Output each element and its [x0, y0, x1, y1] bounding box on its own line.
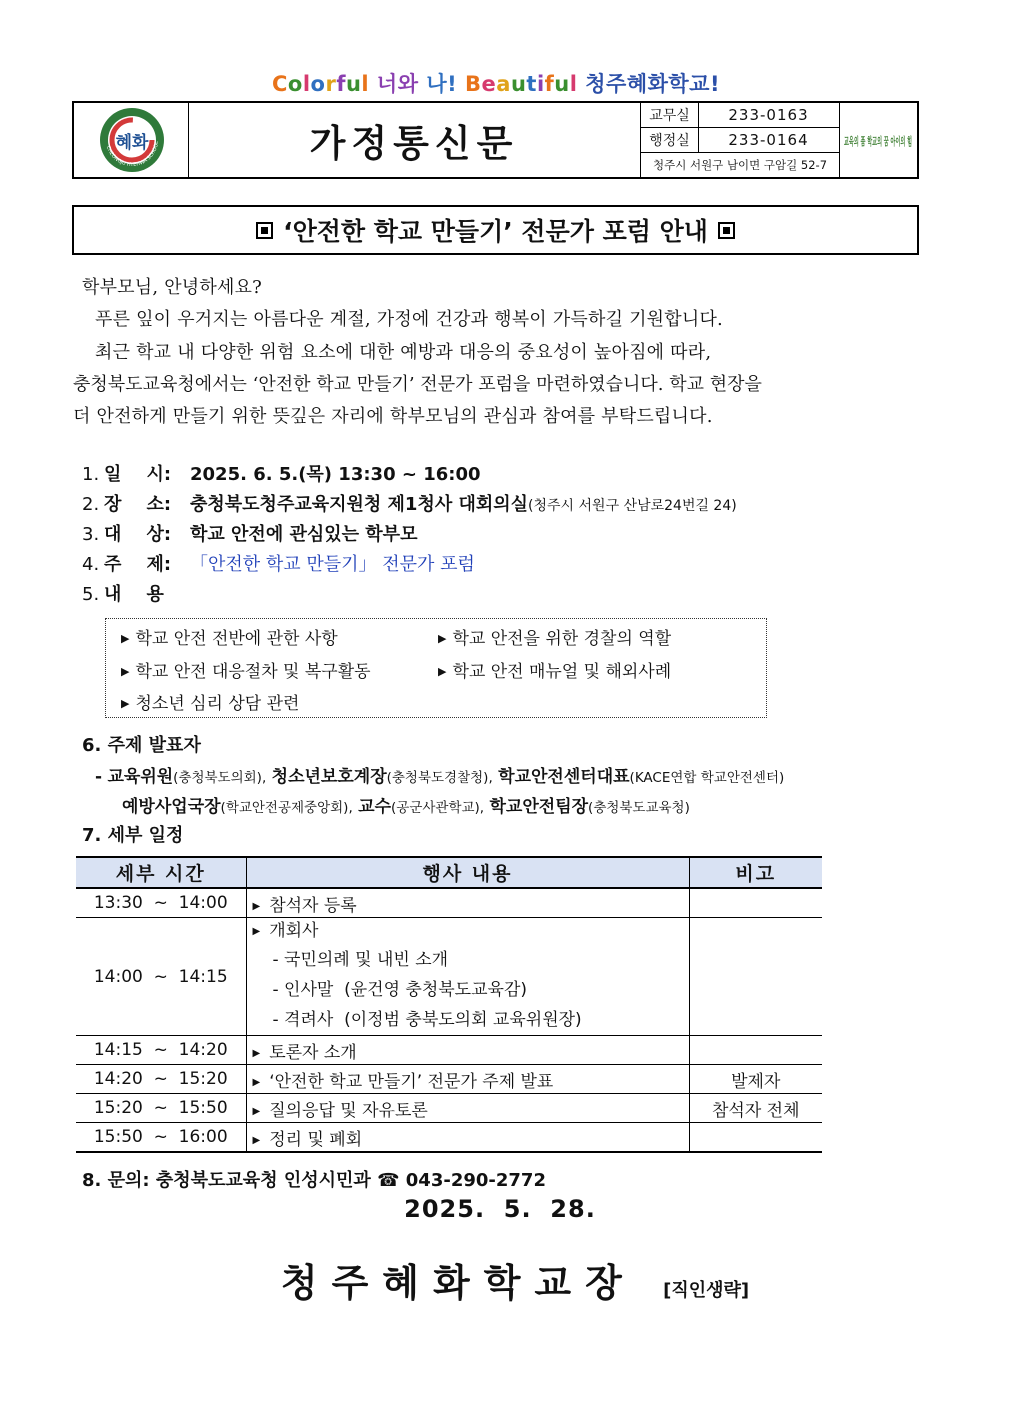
svg-text:혜화: 혜화 — [115, 133, 149, 153]
school-address: 청주시 서원구 남이면 구암길 52-7 — [652, 157, 828, 172]
schedule-table — [76, 856, 822, 1153]
table-row: 15:50 ~ 16:00 ▶ 정리 및 폐회 — [76, 1123, 822, 1153]
school-slogan: Colorful 너와 나! Beautiful 청주혜화학교! — [271, 72, 721, 96]
triangle-bullet-icon: ▶ — [252, 900, 261, 912]
contents-box — [105, 618, 767, 718]
page-title: 가정통신문 — [188, 103, 641, 177]
signature — [0, 1252, 1030, 1307]
office2-row: 행정실 233-0164 — [641, 127, 839, 153]
square-bullet-icon — [718, 222, 735, 239]
intro-line: 최근 학교 내 다양한 위험 요소에 대한 예방과 대응의 중요성이 높아짐에 따라, — [95, 342, 712, 363]
table-row: 15:20 ~ 15:50 ▶ 질의응답 및 자유토론 참석자 전체 — [76, 1094, 822, 1123]
item-date: 1. 일 시: 2025. 6. 5.(목) 13:30 ~ 16:00 — [82, 464, 481, 485]
svg-text:교육의 품 학교의 꿈 아이의 힘: 교육의 품 학교의 꿈 아이의 힘 — [844, 135, 991, 148]
office1-row: 교무실 233-0163 — [641, 103, 839, 128]
table-row: 14:00 ~ 14:15 ▶ 개회사 - 국민의례 및 내빈 소개 - 인사말 (윤건영 충청북도교육감) - 격려사 (이정범 충북도의회 교육위원장) — [76, 918, 822, 1036]
column-header: 세부 시간 — [76, 857, 246, 888]
triangle-bullet-icon: ▶ — [252, 1076, 261, 1088]
square-bullet-icon — [256, 222, 273, 239]
triangle-bullet-icon: ▶ — [438, 632, 447, 645]
list-item: ▶ 학교 안전 대응절차 및 복구활동 — [121, 662, 371, 682]
speakers-line: 예방사업국장(학교안전공제중앙회), 교수(공군사관학교), 학교안전팀장(충청북도교육청) — [122, 797, 690, 817]
item-place: 2. 장 소: 충청북도청주교육지원청 제1청사 대회의실(청주시 서원구 산남로24번길 24) — [82, 494, 737, 515]
signer-name: 청주혜화학교장 — [280, 1261, 636, 1305]
column-header: 행사 내용 — [246, 857, 689, 888]
greeting: 학부모님, 안녕하세요? — [82, 277, 262, 298]
item-target: 3. 대 상: 학교 안전에 관심있는 학부모 — [82, 524, 418, 545]
slogan-calligraphy-icon — [840, 103, 991, 177]
triangle-bullet-icon: ▶ — [252, 1105, 261, 1117]
list-item: ▶ 청소년 심리 상담 관련 — [121, 694, 300, 714]
triangle-bullet-icon: ▶ — [252, 926, 261, 937]
triangle-bullet-icon: ▶ — [121, 665, 130, 678]
triangle-bullet-icon: ▶ — [121, 632, 130, 645]
table-header-row — [76, 857, 822, 888]
school-logo — [74, 103, 189, 177]
triangle-bullet-icon: ▶ — [121, 697, 130, 710]
letter-header — [72, 101, 991, 179]
column-header: 비고 — [689, 857, 822, 888]
triangle-bullet-icon: ▶ — [252, 1047, 261, 1059]
triangle-bullet-icon: ▶ — [438, 665, 447, 678]
list-item: ▶ 학교 안전 매뉴얼 및 해외사례 — [438, 662, 672, 682]
inquiry: 8. 문의: 충청북도교육청 인성시민과 ☎ 043-290-2772 — [82, 1170, 546, 1191]
intro-line: 더 안전하게 만들기 위한 뜻깊은 자리에 학부모님의 관심과 참여를 부탁드립니다. — [73, 406, 713, 427]
speakers-line: - 교육위원(충청북도의회), 청소년보호계장(충청북도경찰청), 학교안전센터대표(KACE연합 학교안전센터) — [95, 767, 785, 787]
list-item: ▶ 학교 안전을 위한 경찰의 역할 — [438, 629, 672, 649]
notice-title-box — [72, 205, 919, 255]
table-row: 14:15 ~ 14:20 ▶ 토론자 소개 — [76, 1036, 822, 1065]
table-row: 13:30 ~ 14:00 ▶ 참석자 등록 — [76, 888, 822, 918]
intro-line: 충청북도교육청에서는 ‘안전한 학교 만들기’ 전문가 포럼을 마련하였습니다. 학교 현장을 — [73, 374, 762, 395]
speakers-heading: 6. 주제 발표자 — [82, 735, 201, 756]
contact-info — [641, 103, 840, 177]
schedule-heading: 7. 세부 일정 — [82, 825, 184, 846]
notice-title: ‘안전한 학교 만들기’ 전문가 포럼 안내 — [283, 217, 708, 246]
school-emblem-icon — [74, 103, 188, 177]
list-item: ▶ 학교 안전 전반에 관한 사항 — [121, 629, 338, 649]
item-topic: 4. 주 제: 「안전한 학교 만들기」 전문가 포럼 — [82, 554, 475, 575]
issue-date: 2025. 5. 28. — [404, 1195, 596, 1223]
svg-text:CHEONGJU HYEHWA SCHOOL: CHEONGJU HYEHWA SCHOOL — [104, 140, 160, 169]
table-row: 14:20 ~ 15:20 ▶ ‘안전한 학교 만들기’ 전문가 주제 발표 발제자 — [76, 1065, 822, 1094]
education-slogan-mark — [840, 103, 991, 177]
intro-line: 푸른 잎이 우거지는 아름다운 계절, 가정에 건강과 행복이 가득하길 기원합니다. — [95, 309, 723, 330]
triangle-bullet-icon: ▶ — [252, 1134, 261, 1146]
item-content: 5. 내 용 — [82, 584, 164, 605]
phone-icon: ☎ — [377, 1170, 400, 1191]
seal-note: [직인생략] — [663, 1280, 750, 1301]
